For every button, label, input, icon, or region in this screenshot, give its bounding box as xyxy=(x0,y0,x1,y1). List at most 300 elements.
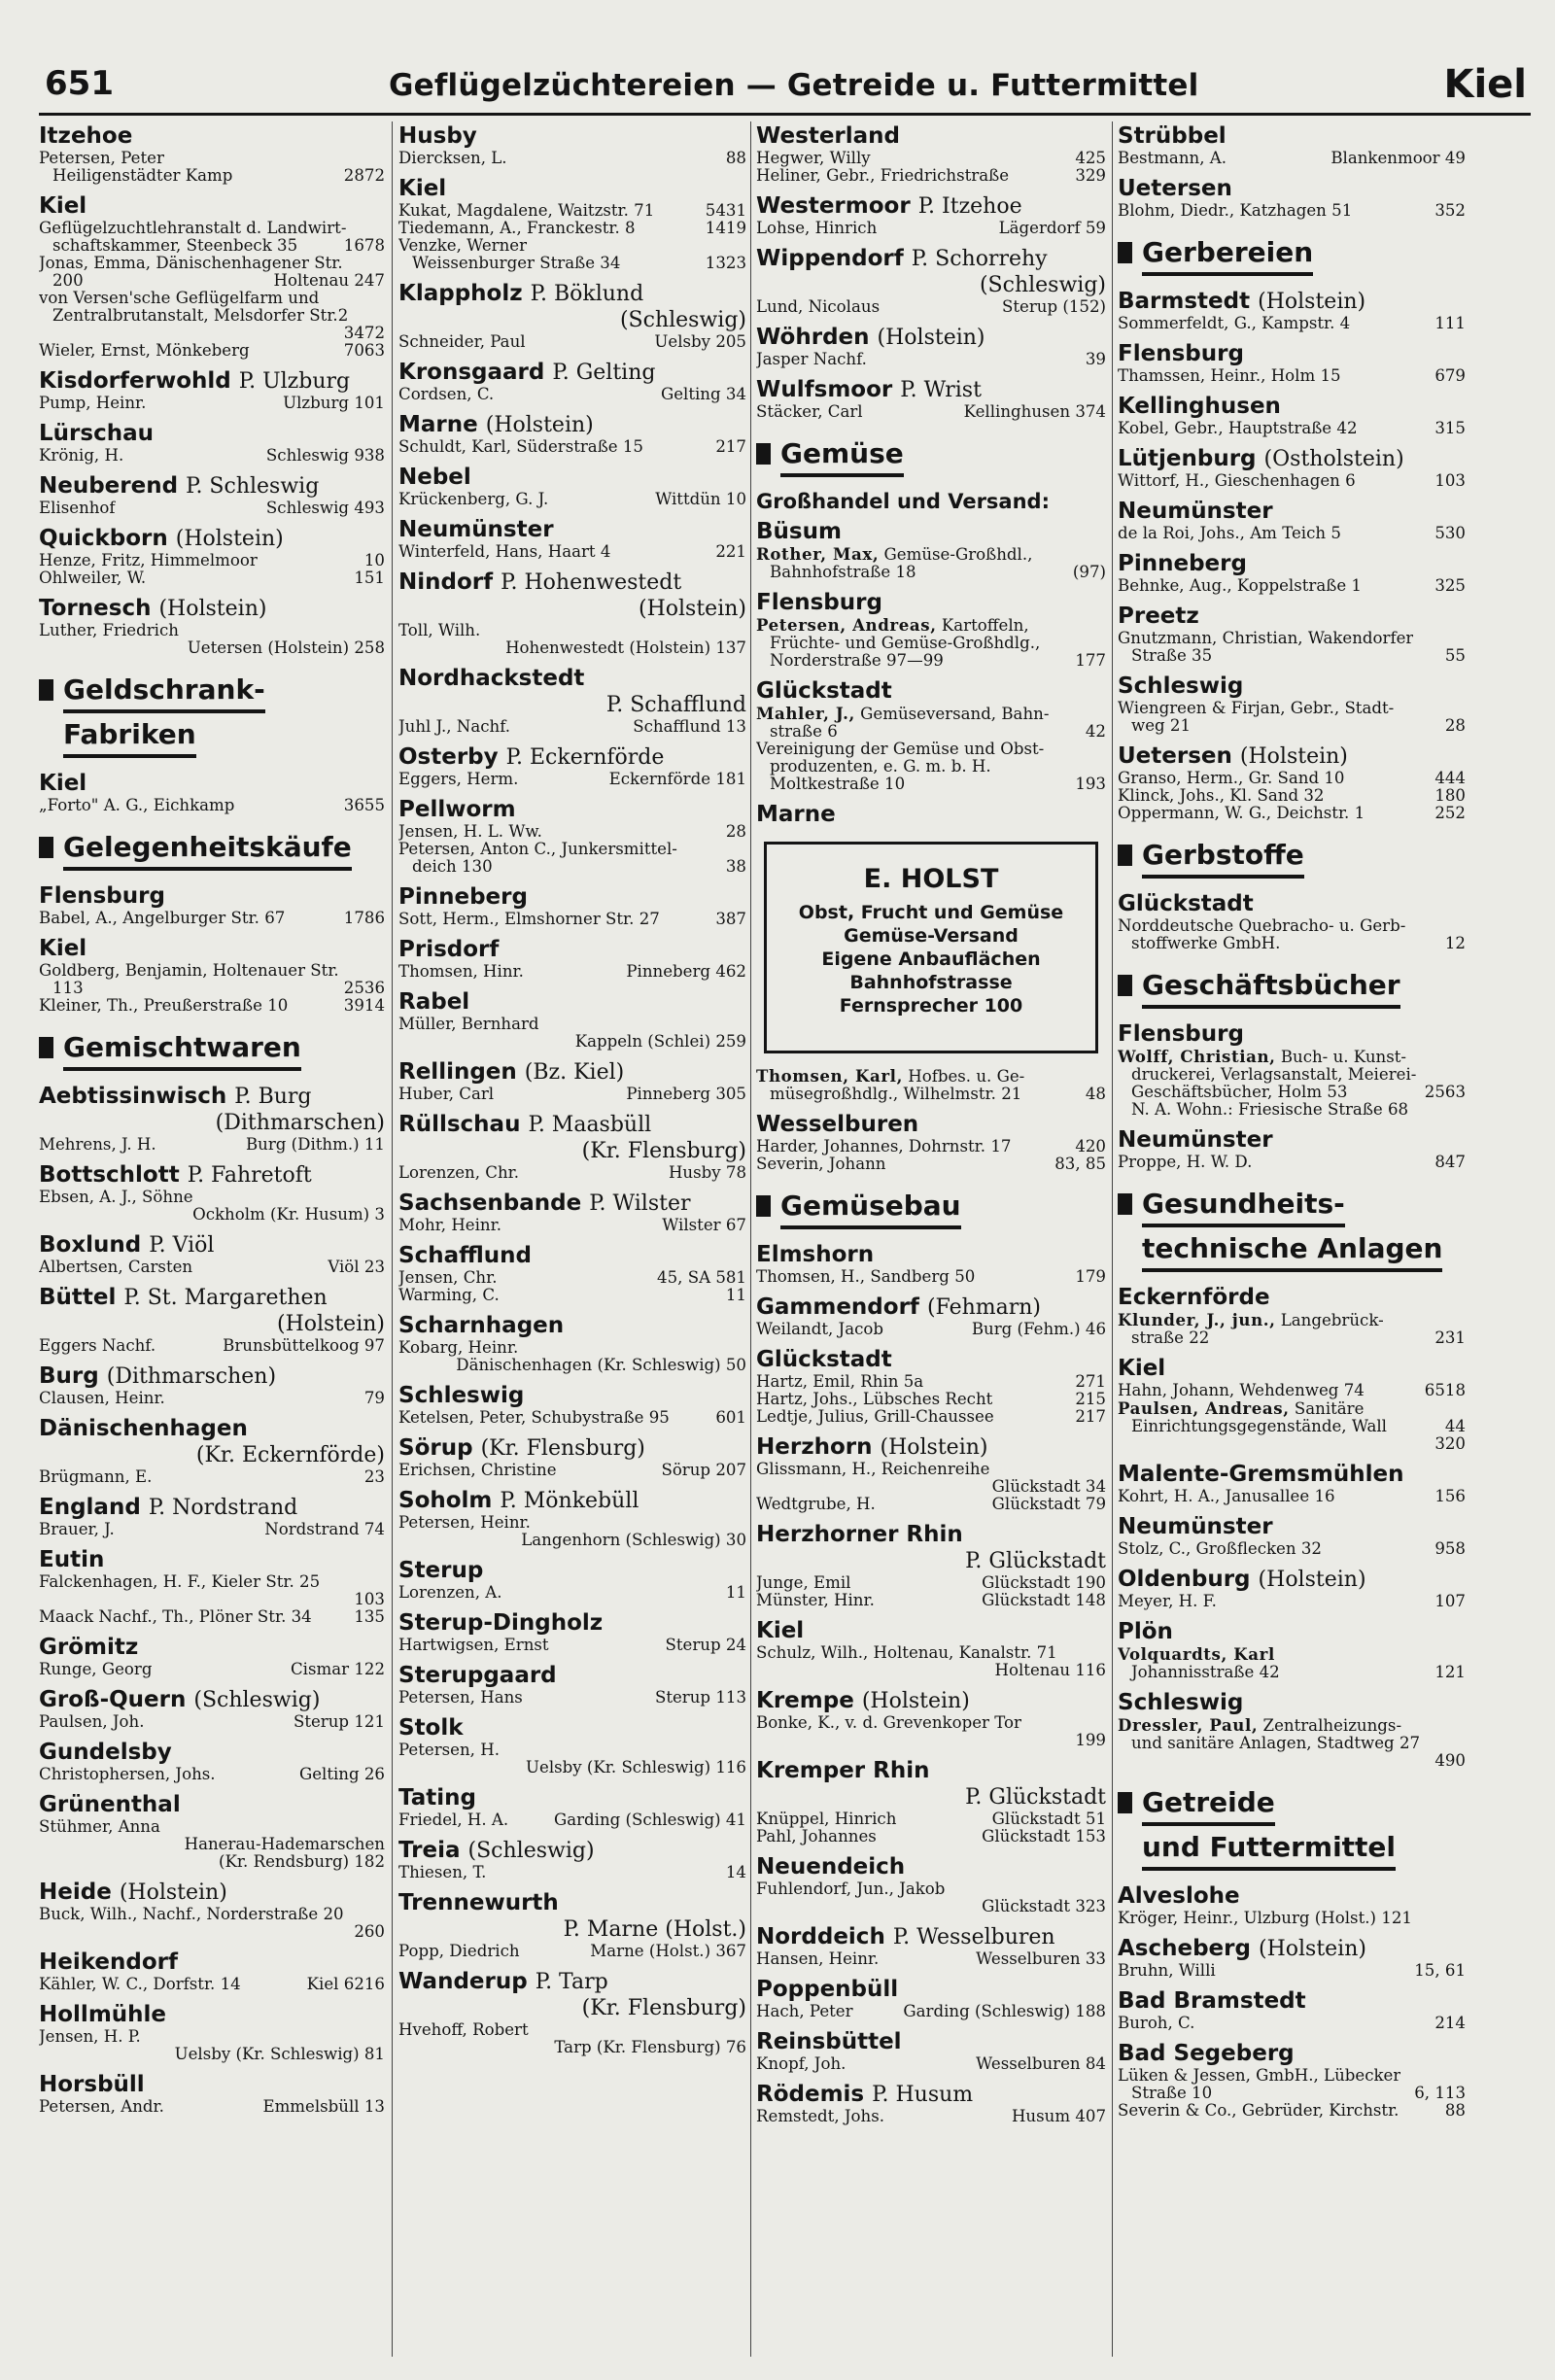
advertisement-box xyxy=(764,842,1098,1053)
list-item: Friedel, H. A. Garding (Schleswig) 41 xyxy=(398,1811,746,1829)
list-item: weg 21 28 xyxy=(1131,716,1466,735)
list-item: Hartz, Emil, Rhin 5a 271 xyxy=(756,1372,1106,1391)
list-item: Petersen, H. xyxy=(398,1742,500,1759)
list-item: schaftskammer, Steenbeck 35 1678 xyxy=(52,236,385,255)
place-heading: Schafflund xyxy=(398,1243,532,1268)
list-item: Mohr, Heinr. Wilster 67 xyxy=(398,1216,746,1234)
list-item: 199 xyxy=(1075,1731,1106,1749)
list-item: von Versen'sche Geflügelfarm und xyxy=(39,290,320,307)
list-item: Lüken & Jessen, GmbH., Lübecker xyxy=(1118,2067,1401,2085)
list-item: Hvehoff, Robert xyxy=(398,2021,529,2039)
list-item: Volquardts, Karl xyxy=(1118,1645,1275,1664)
place-heading: Boxlund P. Viöl xyxy=(39,1232,215,1258)
list-item: Einrichtungsgegenstände, Wall 44 xyxy=(1131,1417,1466,1435)
place-heading: Husby xyxy=(398,123,477,149)
place-heading: Rellingen (Bz. Kiel) xyxy=(398,1059,625,1085)
list-item: Thamssen, Heinr., Holm 15 679 xyxy=(1118,366,1466,385)
list-item: „Forto" A. G., Eichkamp 3655 xyxy=(39,796,385,814)
place-heading: Flensburg xyxy=(756,590,882,615)
list-item: Wieler, Ernst, Mönkeberg 7063 xyxy=(39,341,385,360)
list-item: Glückstadt 34 xyxy=(991,1477,1106,1496)
list-item: Ebsen, A. J., Söhne xyxy=(39,1189,193,1206)
list-item: 260 xyxy=(354,1922,385,1941)
category-marker xyxy=(1118,1193,1132,1215)
list-item: Schneider, Paul Uelsby 205 xyxy=(398,332,746,351)
list-item: Christophersen, Johs. Gelting 26 xyxy=(39,1765,385,1783)
list-item: Geschäftsbücher, Holm 53 2563 xyxy=(1131,1083,1466,1101)
place-heading: Glückstadt xyxy=(1118,891,1254,916)
list-item: Kleiner, Th., Preußerstraße 10 3914 xyxy=(39,996,385,1015)
list-item: Bestmann, A. Blankenmoor 49 xyxy=(1118,149,1466,167)
list-item: Uelsby (Kr. Schleswig) 81 xyxy=(174,2045,385,2063)
list-item: Stühmer, Anna xyxy=(39,1818,160,1836)
list-item: Kappeln (Schlei) 259 xyxy=(574,1032,746,1051)
list-item: Wiengreen & Firjan, Gebr., Stadt- xyxy=(1118,700,1395,717)
list-item: Blohm, Diedr., Katzhagen 51 352 xyxy=(1118,201,1466,220)
place-heading: Neuberend P. Schleswig xyxy=(39,473,320,499)
column-2 xyxy=(398,121,746,2357)
place-heading: Scharnhagen xyxy=(398,1313,565,1338)
place-heading: Treia (Schleswig) xyxy=(398,1838,595,1863)
list-item: Ockholm (Kr. Husum) 3 xyxy=(192,1205,385,1224)
place-heading: Groß-Quern (Schleswig) xyxy=(39,1687,321,1712)
place-heading: Wippendorf P. Schorrehy (Schleswig) xyxy=(756,246,1106,297)
category-heading: Gelegenheitskäufe xyxy=(39,830,385,875)
place-heading: Tornesch (Holstein) xyxy=(39,596,267,621)
list-item: Langenhorn (Schleswig) 30 xyxy=(521,1531,746,1549)
list-item: Heiligenstädter Kamp 2872 xyxy=(52,166,385,185)
place-heading: Eutin xyxy=(39,1547,105,1572)
category-heading: Geschäftsbücher xyxy=(1118,968,1466,1013)
list-item: Hohenwestedt (Holstein) 137 xyxy=(505,638,746,657)
list-item: Juhl J., Nachf. Schafflund 13 xyxy=(398,717,746,736)
list-item: Pump, Heinr. Ulzburg 101 xyxy=(39,394,385,412)
list-item: Jensen, H. L. Ww. 28 xyxy=(398,822,746,841)
list-item: Tarp (Kr. Flensburg) 76 xyxy=(554,2038,746,2056)
list-item: Petersen, Anton C., Junkersmittel- xyxy=(398,841,677,858)
category-heading: Gemüsebau xyxy=(756,1189,1106,1233)
list-item: Holtenau 116 xyxy=(994,1661,1106,1679)
list-item: Severin, Johann 83, 85 xyxy=(756,1155,1106,1173)
ad-line: Eigene Anbauflächen xyxy=(821,949,1041,970)
list-item: Remstedt, Johs. Husum 407 xyxy=(756,2107,1106,2125)
list-item: Glückstadt 323 xyxy=(982,1897,1106,1915)
place-heading: Horsbüll xyxy=(39,2072,145,2097)
list-item: Lohse, Hinrich Lägerdorf 59 xyxy=(756,219,1106,237)
list-item: Hartz, Johs., Lübsches Recht 215 xyxy=(756,1390,1106,1408)
place-heading: Krempe (Holstein) xyxy=(756,1688,970,1713)
place-heading: Poppenbüll xyxy=(756,1977,899,2002)
list-item: Krückenberg, G. J. Wittdün 10 xyxy=(398,490,746,508)
place-heading: Bad Segeberg xyxy=(1118,2041,1295,2066)
list-item: Harder, Johannes, Dohrnstr. 17 420 xyxy=(756,1137,1106,1156)
place-heading: Sachsenbande P. Wilster xyxy=(398,1190,691,1216)
list-item: Tiedemann, A., Franckestr. 8 1419 xyxy=(398,219,746,237)
place-heading: Schleswig xyxy=(1118,673,1244,699)
list-item: Runge, Georg Cismar 122 xyxy=(39,1660,385,1678)
place-heading: Wesselburen xyxy=(756,1112,919,1137)
list-item: (Kr. Rendsburg) 182 xyxy=(219,1852,385,1871)
place-heading: Neumünster xyxy=(1118,499,1273,524)
list-item: Huber, Carl Pinneberg 305 xyxy=(398,1085,746,1103)
list-item: Thomsen, Hinr. Pinneberg 462 xyxy=(398,962,746,981)
place-heading: Kremper Rhin P. Glückstadt xyxy=(756,1758,1106,1810)
place-heading: Büttel P. St. Margarethen (Holstein) xyxy=(39,1285,385,1336)
list-item: Stäcker, Carl Kellinghusen 374 xyxy=(756,402,1106,421)
place-heading: Kiel xyxy=(39,936,87,961)
list-item: Eggers Nachf. Brunsbüttelkoog 97 xyxy=(39,1336,385,1355)
page-title: Geflügelzüchtereien — Getreide u. Futtermittel xyxy=(389,68,1199,103)
ad-line: Obst, Frucht und Gemüse xyxy=(798,902,1064,923)
list-item: Paulsen, Joh. Sterup 121 xyxy=(39,1712,385,1731)
list-item: Fuhlendorf, Jun., Jakob xyxy=(756,1880,946,1898)
list-item: Straße 10 6, 113 xyxy=(1131,2084,1466,2102)
list-item: Luther, Friedrich xyxy=(39,622,179,639)
list-item: Müller, Bernhard xyxy=(398,1016,539,1033)
place-heading: Pinneberg xyxy=(1118,551,1247,576)
place-heading: Sterupgaard xyxy=(398,1663,557,1688)
place-heading: Stolk xyxy=(398,1715,464,1741)
place-heading: Gundelsby xyxy=(39,1740,172,1765)
place-heading: Kronsgaard P. Gelting xyxy=(398,360,656,385)
category-marker xyxy=(756,1195,771,1217)
place-heading: Nordhackstedt P. Schafflund xyxy=(398,666,746,717)
place-heading: Glückstadt xyxy=(756,1347,892,1372)
list-item: Moltkestraße 10 193 xyxy=(770,775,1106,793)
place-heading: Eckernförde xyxy=(1118,1285,1270,1310)
list-item: Kohrt, H. A., Janusallee 16 156 xyxy=(1118,1487,1466,1505)
place-heading: Quickborn (Holstein) xyxy=(39,526,284,551)
list-item: Straße 35 55 xyxy=(1131,646,1466,665)
list-item: Buroh, C. 214 xyxy=(1118,2014,1466,2032)
column-divider xyxy=(1112,121,1113,2357)
page-header xyxy=(39,56,1531,116)
list-item: Heliner, Gebr., Friedrichstraße 329 xyxy=(756,166,1106,185)
place-heading: Prisdorf xyxy=(398,937,500,962)
list-item: Thiesen, T. 14 xyxy=(398,1863,746,1881)
category-marker xyxy=(756,443,771,465)
place-heading: Soholm P. Mönkebüll xyxy=(398,1488,639,1513)
list-item: Wittorf, H., Gieschenhagen 6 103 xyxy=(1118,471,1466,490)
category-heading: Gemischtwaren xyxy=(39,1030,385,1075)
list-item: Zentralbrutanstalt, Melsdorfer Str.2 xyxy=(52,307,349,325)
place-heading: Lütjenburg (Ostholstein) xyxy=(1118,446,1404,471)
place-heading: Neumünster xyxy=(1118,1514,1273,1539)
list-item: Diercksen, L. 88 xyxy=(398,149,746,167)
place-heading: Herzhorner Rhin P. Glückstadt xyxy=(756,1522,1106,1573)
ad-line: Gemüse-Versand xyxy=(844,925,1019,947)
place-heading: Neumünster xyxy=(398,517,554,542)
category-marker xyxy=(39,1037,53,1058)
list-item: Früchte- und Gemüse-Großhdlg., xyxy=(770,635,1041,652)
list-item: Lorenzen, A. 11 xyxy=(398,1583,746,1602)
list-item: straße 22 231 xyxy=(1131,1328,1466,1347)
place-heading: Flensburg xyxy=(39,883,165,909)
list-item: Kobarg, Heinr. xyxy=(398,1339,519,1357)
list-item: Wedtgrube, H. Glückstadt 79 xyxy=(756,1495,1106,1513)
list-item: Bahnhofstraße 18 (97) xyxy=(770,563,1106,581)
place-heading: Osterby P. Eckernförde xyxy=(398,744,665,770)
list-item: Mahler, J., Gemüseversand, Bahn- xyxy=(756,705,1050,723)
list-item: Kukat, Magdalene, Waitzstr. 71 5431 xyxy=(398,201,746,220)
place-heading: Oldenburg (Holstein) xyxy=(1118,1567,1366,1592)
list-item: Rother, Max, Gemüse-Großhdl., xyxy=(756,545,1033,564)
place-heading: Schleswig xyxy=(398,1383,525,1408)
place-heading: Neuendeich xyxy=(756,1854,906,1880)
list-item: Petersen, Hans Sterup 113 xyxy=(398,1688,746,1707)
place-heading: Sterup-Dingholz xyxy=(398,1610,604,1636)
list-item: Kröger, Heinr., Ulzburg (Holst.) 121 xyxy=(1118,1910,1412,1927)
list-item: Goldberg, Benjamin, Holtenauer Str. xyxy=(39,962,339,980)
list-item: Knüppel, Hinrich Glückstadt 51 xyxy=(756,1810,1106,1828)
place-heading: Trennewurth P. Marne (Holst.) xyxy=(398,1890,746,1942)
list-item: de la Roi, Johs., Am Teich 5 530 xyxy=(1118,524,1466,542)
list-item: Uetersen (Holstein) 258 xyxy=(187,638,385,657)
place-heading: Preetz xyxy=(1118,604,1199,629)
list-item: Jasper Nachf. 39 xyxy=(756,350,1106,368)
place-heading: Nindorf P. Hohenwestedt (Holstein) xyxy=(398,569,746,621)
list-item: Klinck, Johs., Kl. Sand 32 180 xyxy=(1118,786,1466,805)
list-item: Eggers, Herm. Eckernförde 181 xyxy=(398,770,746,788)
category-marker xyxy=(1118,242,1132,263)
place-heading: Neumünster xyxy=(1118,1127,1273,1153)
list-item: Severin & Co., Gebrüder, Kirchstr. 88 xyxy=(1118,2101,1466,2120)
place-heading: Kiel xyxy=(39,771,87,796)
list-item: Dänischenhagen (Kr. Schleswig) 50 xyxy=(456,1356,746,1374)
list-item: Kähler, W. C., Dorfstr. 14 Kiel 6216 xyxy=(39,1975,385,1993)
list-item: Hartwigsen, Ernst Sterup 24 xyxy=(398,1636,746,1654)
place-heading: Marne (Holstein) xyxy=(398,412,594,437)
category-heading: Gesundheits- technische Anlagen xyxy=(1118,1187,1466,1276)
place-heading: Pellworm xyxy=(398,797,516,822)
list-item: Elisenhof Schleswig 493 xyxy=(39,499,385,517)
place-heading: Alveslohe xyxy=(1118,1883,1240,1909)
list-item: Uelsby (Kr. Schleswig) 116 xyxy=(526,1758,746,1776)
list-item: Junge, Emil Glückstadt 190 xyxy=(756,1573,1106,1592)
place-heading: Uetersen xyxy=(1118,176,1232,201)
ad-line: Bahnhofstrasse xyxy=(849,972,1013,993)
list-item: Wolff, Christian, Buch- u. Kunst- xyxy=(1118,1048,1406,1066)
category-marker xyxy=(1118,975,1132,996)
list-item: Popp, Diedrich Marne (Holst.) 367 xyxy=(398,1942,746,1960)
category-heading: Getreide und Futtermittel xyxy=(1118,1785,1466,1875)
list-item: Oppermann, W. G., Deichstr. 1 252 xyxy=(1118,804,1466,822)
list-item: Ledtje, Julius, Grill-Chaussee 217 xyxy=(756,1407,1106,1426)
list-item: Petersen, Andreas, Kartoffeln, xyxy=(756,616,1029,635)
place-heading: Flensburg xyxy=(1118,341,1244,366)
place-heading: England P. Nordstrand xyxy=(39,1495,298,1520)
list-item: und sanitäre Anlagen, Stadtweg 27 xyxy=(1131,1735,1421,1752)
place-heading: Burg (Dithmarschen) xyxy=(39,1363,277,1389)
list-item: 103 xyxy=(354,1590,385,1608)
list-item: Falckenhagen, H. F., Kieler Str. 25 xyxy=(39,1573,321,1591)
list-item: 3472 xyxy=(343,324,385,342)
place-heading: Bottschlott P. Fahretoft xyxy=(39,1162,312,1188)
page-city: Kiel xyxy=(1443,62,1527,107)
place-heading: Büsum xyxy=(756,519,842,544)
place-heading: Uetersen (Holstein) xyxy=(1118,743,1348,769)
place-heading: Westermoor P. Itzehoe xyxy=(756,193,1022,219)
list-item: Clausen, Heinr. 79 xyxy=(39,1389,385,1407)
list-item: Norderstraße 97—99 177 xyxy=(770,651,1106,670)
list-item: Babel, A., Angelburger Str. 67 1786 xyxy=(39,909,385,927)
list-item: Ohlweiler, W. 151 xyxy=(39,569,385,587)
place-heading: Kiel xyxy=(39,193,87,219)
place-heading: Sterup xyxy=(398,1558,484,1583)
place-heading: Heide (Holstein) xyxy=(39,1880,227,1905)
list-item: Krönig, H. Schleswig 938 xyxy=(39,446,385,465)
list-item: Hegwer, Willy 425 xyxy=(756,149,1106,167)
list-item: Geflügelzuchtlehranstalt d. Landwirt- xyxy=(39,220,347,237)
place-heading: Kiel xyxy=(398,176,447,201)
list-item: Behnke, Aug., Koppelstraße 1 325 xyxy=(1118,576,1466,595)
list-item: Cordsen, C. Gelting 34 xyxy=(398,385,746,403)
column-divider xyxy=(750,121,751,2357)
list-item: Lorenzen, Chr. Husby 78 xyxy=(398,1163,746,1182)
place-heading: Schleswig xyxy=(1118,1690,1244,1715)
list-item: Pahl, Johannes Glückstadt 153 xyxy=(756,1827,1106,1845)
place-heading: Nebel xyxy=(398,465,471,490)
ad-company-name: E. HOLST xyxy=(863,864,999,894)
place-heading: Norddeich P. Wesselburen xyxy=(756,1924,1055,1949)
place-heading: Malente-Gremsmühlen xyxy=(1118,1462,1404,1487)
list-item: Stolz, C., Großflecken 32 958 xyxy=(1118,1539,1466,1558)
place-heading: Marne xyxy=(756,802,836,827)
ad-line: Fernsprecher 100 xyxy=(839,995,1023,1017)
list-item: Henze, Fritz, Himmelmoor 10 xyxy=(39,551,385,569)
list-item: straße 6 42 xyxy=(770,722,1106,741)
category-marker xyxy=(1118,1792,1132,1813)
list-item: Schuldt, Karl, Süderstraße 15 217 xyxy=(398,437,746,456)
list-item: Maack Nachf., Th., Plöner Str. 34 135 xyxy=(39,1607,385,1626)
place-heading: Grünenthal xyxy=(39,1792,181,1817)
list-item: Hach, Peter Garding (Schleswig) 188 xyxy=(756,2002,1106,2020)
place-heading: Grömitz xyxy=(39,1635,139,1660)
list-item: deich 130 38 xyxy=(412,857,746,876)
category-marker xyxy=(1118,845,1132,866)
place-heading: Kiel xyxy=(1118,1356,1166,1381)
place-heading: Bad Bramstedt xyxy=(1118,1988,1306,2014)
column-1 xyxy=(39,121,385,2357)
place-heading: Itzehoe xyxy=(39,123,133,149)
category-marker xyxy=(39,837,53,858)
list-item: Ketelsen, Peter, Schubystraße 95 601 xyxy=(398,1408,746,1427)
column-3 xyxy=(756,121,1106,2357)
list-item: 200 Holtenau 247 xyxy=(52,271,385,290)
place-heading: Rödemis P. Husum xyxy=(756,2082,974,2107)
list-item: Vereinigung der Gemüse und Obst- xyxy=(756,741,1045,758)
place-heading: Lürschau xyxy=(39,421,154,446)
place-heading: Dänischenhagen (Kr. Eckernförde) xyxy=(39,1416,385,1467)
place-heading: Heikendorf xyxy=(39,1949,178,1975)
place-heading: Tating xyxy=(398,1785,476,1811)
list-item: müsegroßhdlg., Wilhelmstr. 21 48 xyxy=(770,1085,1106,1103)
place-heading: Wanderup P. Tarp (Kr. Flensburg) xyxy=(398,1969,746,2020)
list-item: Warming, C. 11 xyxy=(398,1286,746,1304)
list-item: Albertsen, Carsten Viöl 23 xyxy=(39,1258,385,1276)
list-item: Weissenburger Straße 34 1323 xyxy=(412,254,746,272)
place-heading: Barmstedt (Holstein) xyxy=(1118,289,1366,314)
list-item: Petersen, Peter xyxy=(39,150,164,167)
place-heading: Elmshorn xyxy=(756,1242,875,1267)
place-heading: Wulfsmoor P. Wrist xyxy=(756,377,982,402)
list-item: Schulz, Wilh., Holtenau, Kanalstr. 71 xyxy=(756,1644,1057,1662)
list-item: Kobel, Gebr., Hauptstraße 42 315 xyxy=(1118,419,1466,437)
list-item: Jensen, Chr. 45, SA 581 xyxy=(398,1268,746,1287)
list-item: Buck, Wilh., Nachf., Norderstraße 20 xyxy=(39,1906,344,1923)
list-item: Bonke, K., v. d. Grevenkoper Tor xyxy=(756,1714,1021,1732)
list-item: 113 2536 xyxy=(52,979,385,997)
list-item: Weilandt, Jacob Burg (Fehm.) 46 xyxy=(756,1320,1106,1338)
list-item: N. A. Wohn.: Friesische Straße 68 xyxy=(1131,1101,1409,1119)
category-heading: Gerbereien xyxy=(1118,235,1466,280)
category-heading: Geldschrank- Fabriken xyxy=(39,673,385,762)
category-marker xyxy=(39,679,53,701)
list-item: Gnutzmann, Christian, Wakendorfer xyxy=(1118,630,1414,647)
subheading: Großhandel und Versand: xyxy=(756,490,1050,513)
list-item: Hahn, Johann, Wehdenweg 74 6518 xyxy=(1118,1381,1466,1399)
list-item: Klunder, J., jun., Langebrück- xyxy=(1118,1311,1384,1329)
list-item: Jonas, Emma, Dänischenhagener Str. xyxy=(39,255,343,272)
place-heading: Hollmühle xyxy=(39,2002,167,2027)
place-heading: Aebtissinwisch P. Burg (Dithmarschen) xyxy=(39,1084,385,1135)
list-item: Jensen, H. P. xyxy=(39,2028,141,2046)
list-item: Johannisstraße 42 121 xyxy=(1131,1663,1466,1681)
list-item: Meyer, H. F. 107 xyxy=(1118,1592,1466,1610)
list-item: Dressler, Paul, Zentralheizungs- xyxy=(1118,1716,1402,1735)
place-heading: Reinsbüttel xyxy=(756,2029,902,2054)
list-item: Venzke, Werner xyxy=(398,237,528,255)
list-item: Sott, Herm., Elmshorner Str. 27 387 xyxy=(398,910,746,928)
place-heading: Kiel xyxy=(756,1618,805,1643)
list-item: produzenten, e. G. m. b. H. xyxy=(770,758,991,776)
list-item: Petersen, Heinr. xyxy=(398,1514,531,1532)
place-heading: Pinneberg xyxy=(398,884,528,910)
column-4 xyxy=(1118,121,1466,2357)
list-item: Brügmann, E. 23 xyxy=(39,1467,385,1486)
page-number: 651 xyxy=(45,64,114,103)
list-item: Granso, Herm., Gr. Sand 10 444 xyxy=(1118,769,1466,787)
place-heading: Strübbel xyxy=(1118,123,1227,149)
place-heading: Kisdorferwohld P. Ulzburg xyxy=(39,368,351,394)
list-item: Proppe, H. W. D. 847 xyxy=(1118,1153,1466,1171)
list-item: Hanerau-Hademarschen xyxy=(184,1835,385,1853)
column-divider xyxy=(392,121,393,2357)
list-item: Thomsen, Karl, Hofbes. u. Ge- xyxy=(756,1067,1025,1086)
place-heading: Ascheberg (Holstein) xyxy=(1118,1936,1366,1961)
list-item: Lund, Nicolaus Sterup (152) xyxy=(756,297,1106,316)
category-heading: Gemüse xyxy=(756,436,1106,481)
list-item: Paulsen, Andreas, Sanitäre xyxy=(1118,1399,1365,1418)
list-item: Thomsen, H., Sandberg 50 179 xyxy=(756,1267,1106,1286)
list-item: druckerei, Verlagsanstalt, Meierei- xyxy=(1131,1066,1417,1084)
place-heading: Plön xyxy=(1118,1619,1173,1644)
list-item: Glissmann, H., Reichenreihe xyxy=(756,1461,990,1478)
list-item: Münster, Hinr. Glückstadt 148 xyxy=(756,1591,1106,1609)
place-heading: Gammendorf (Fehmarn) xyxy=(756,1294,1042,1320)
place-heading: Sörup (Kr. Flensburg) xyxy=(398,1435,645,1461)
list-item: stoffwerke GmbH. 12 xyxy=(1131,934,1466,952)
place-heading: Rabel xyxy=(398,989,470,1015)
list-item: Knopf, Joh. Wesselburen 84 xyxy=(756,2054,1106,2073)
place-heading: Wöhrden (Holstein) xyxy=(756,325,985,350)
category-heading: Gerbstoffe xyxy=(1118,838,1466,882)
list-item: Bruhn, Willi 15, 61 xyxy=(1118,1961,1466,1980)
place-heading: Flensburg xyxy=(1118,1021,1244,1047)
list-item: 490 xyxy=(1434,1751,1466,1770)
list-item: Hansen, Heinr. Wesselburen 33 xyxy=(756,1949,1106,1968)
list-item: Sommerfeldt, G., Kampstr. 4 111 xyxy=(1118,314,1466,332)
